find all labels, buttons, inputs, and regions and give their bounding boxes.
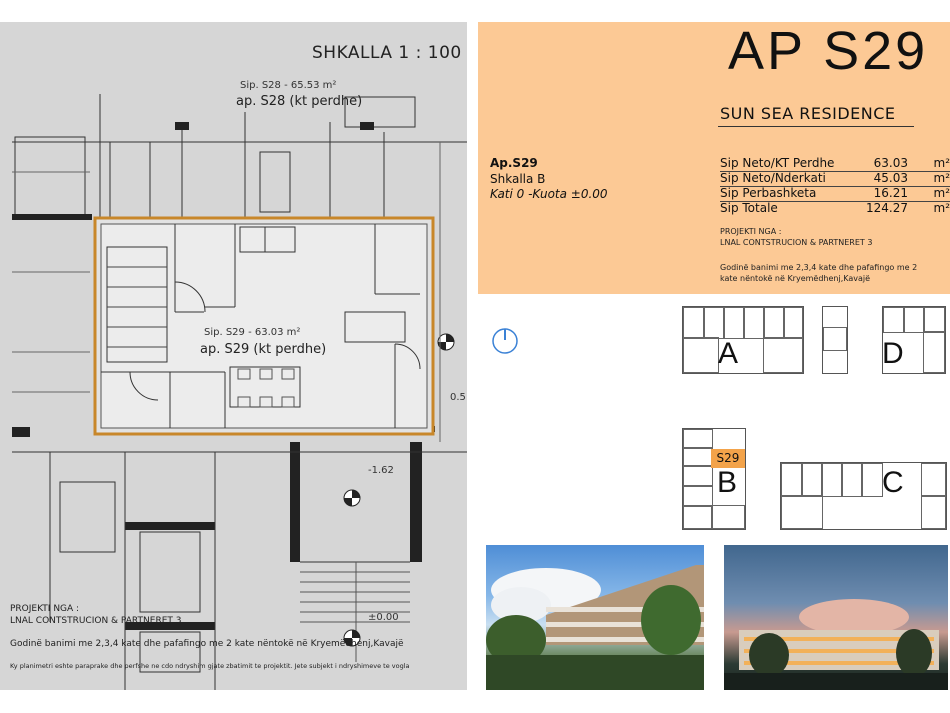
main-area-label: Sip. S29 - 63.03 m²: [204, 327, 301, 338]
block-c-label: C: [882, 466, 904, 499]
main-room-label: ap. S29 (kt perdhe): [200, 342, 327, 357]
upper-room-label: ap. S28 (kt perdhe): [236, 94, 363, 109]
area-value: 124.27: [866, 201, 908, 215]
plan-project-heading: PROJEKTI NGA :: [10, 604, 80, 614]
scale-label: SHKALLA 1 : 100: [312, 43, 462, 63]
area-unit: m²: [933, 156, 950, 170]
upper-area-label: Sip. S28 - 65.53 m²: [240, 80, 337, 91]
level-zero: ±0.00: [368, 612, 399, 623]
area-value: 45.03: [873, 171, 908, 185]
block-b-label: B: [717, 466, 738, 499]
apartment-title: AP S29: [728, 21, 929, 81]
plan-project-name: LNAL CONTSTRUCION & PARTNERET 3: [10, 616, 182, 626]
compass-icon: [490, 326, 520, 356]
stair-label: Shkalla B: [490, 172, 546, 186]
project-description-1: Godinë banimi me 2,3,4 kate dhe pafafingo me 2: [720, 263, 918, 272]
floor-label: Kati 0 -Kuota ±0.00: [490, 187, 608, 201]
area-row: [720, 171, 950, 187]
area-unit: m²: [933, 171, 950, 185]
plan-disclaimer: Ky planimetri eshte paraprake dhe perfshe ne cdo ndryshim gjate zbatimit te projektit. Jete subjekt i ndryshimeve te vogla: [10, 662, 410, 670]
area-label: Sip Perbashketa: [720, 186, 817, 200]
residence-underline: [718, 126, 914, 127]
building-render-day: [486, 545, 704, 690]
residence-name: SUN SEA RESIDENCE: [720, 104, 896, 123]
info-panel: [478, 22, 950, 294]
area-unit: m²: [933, 186, 950, 200]
building-render-evening: [724, 545, 948, 690]
block-a-label: A: [718, 337, 739, 370]
project-description-2: kate nëntokë në Kryemëdhenj,Kavajë: [720, 274, 871, 283]
plan-description: Godinë banimi me 2,3,4 kate dhe pafafingo me 2 kate nëntokë në Kryemëdhenj,Kavajë: [10, 639, 404, 649]
level-minus: -1.62: [368, 465, 394, 476]
block-d-label: D: [882, 337, 904, 370]
area-row: [720, 201, 950, 216]
highlight-apartment: S29: [711, 449, 745, 468]
apartment-code: Ap.S29: [490, 156, 538, 170]
area-label: Sip Totale: [720, 201, 778, 215]
floor-plan: [0, 22, 467, 690]
project-heading: PROJEKTI NGA :: [720, 227, 782, 236]
level-right: 0.5: [450, 392, 466, 403]
block-a: [682, 306, 804, 374]
area-label: Sip Neto/KT Perdhe: [720, 156, 835, 170]
area-unit: m²: [933, 201, 950, 215]
area-row: [720, 156, 950, 172]
project-name: LNAL CONTSTRUCION & PARTNERET 3: [720, 238, 873, 247]
area-label: Sip Neto/Nderkati: [720, 171, 826, 185]
area-value: 63.03: [873, 156, 908, 170]
area-value: 16.21: [873, 186, 908, 200]
block-c: [780, 462, 947, 530]
area-row: [720, 186, 950, 202]
block-core: [822, 306, 848, 374]
